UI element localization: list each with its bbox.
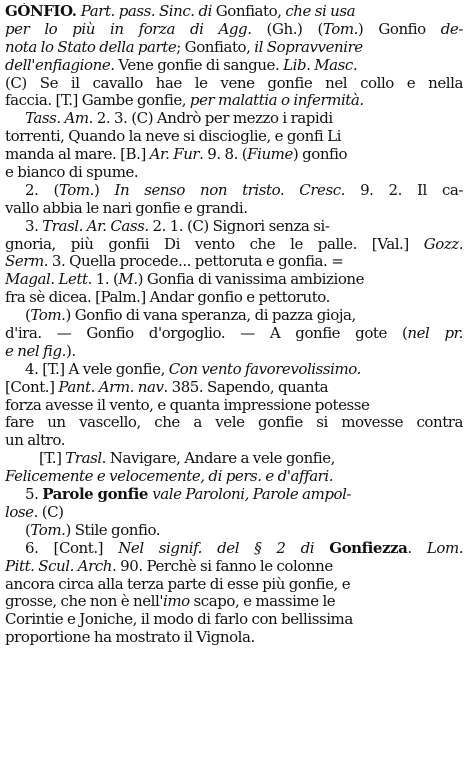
text-line: [5, 486, 463, 504]
italic-text: In senso non tristo. Cresc: [114, 181, 341, 199]
text-segment: . 3. Quella procede... pettoruta e gonfia. =: [43, 253, 344, 271]
text-segment: vallo abbia le nari gonfie e grandi.: [5, 199, 248, 217]
italic-text: Tom.: [30, 307, 66, 325]
italic-text: Lib. Masc.: [283, 56, 358, 74]
italic-text: imo: [163, 593, 190, 611]
italic-text: Tom.: [30, 521, 66, 539]
text-segment: ancora circa alla terza parte di esse più gonfie, e: [5, 575, 351, 593]
text-segment: forza avesse il vento, e quanta impressione potesse: [5, 396, 370, 414]
headword-text: Gonfiezza: [329, 539, 408, 557]
text-line: [5, 504, 463, 522]
text-segment: . 2. 3. (C) Andrò per mezzo i rapidi: [88, 110, 333, 128]
text-segment: . Vene gonfie di sangue.: [110, 56, 284, 74]
text-segment: e bianco di spume.: [5, 164, 139, 182]
text-segment: (Gh.) (: [266, 20, 323, 38]
text-segment: d'ira. — Gonfio d'orgoglio. — A gonfie gote (: [5, 325, 408, 343]
text-segment: scapo, e massime le: [189, 593, 336, 611]
text-segment: ) gonfio: [292, 146, 348, 164]
text-line: [5, 540, 463, 558]
text-segment: . 9. 8. (: [199, 146, 248, 164]
dictionary-entry-gonfio: [5, 3, 463, 647]
text-line: [5, 611, 463, 629]
text-line: [5, 379, 463, 397]
italic-text: nel pr.: [407, 325, 463, 343]
text-line: [5, 57, 463, 75]
italic-text: lose: [5, 503, 34, 521]
text-segment: gnoria, più gonfii Di vento che le palle. [Val.]: [5, 235, 424, 253]
italic-text: Serm: [5, 253, 44, 271]
italic-text: Pitt. Scul. Arch: [5, 557, 113, 575]
text-segment: . (C): [33, 503, 64, 521]
text-segment: un altro.: [5, 432, 66, 450]
text-segment: ) Gonfia di vanissima ambizione: [137, 271, 365, 289]
italic-text: Ar. Fur: [149, 146, 200, 164]
text-line: [5, 110, 463, 128]
italic-text: Paroloni, Parole ampol-: [185, 486, 352, 504]
text-line: [5, 200, 463, 218]
text-segment: (: [25, 521, 31, 539]
text-line: [5, 92, 463, 110]
italic-text: Magal. Lett: [5, 271, 88, 289]
text-line: [5, 218, 463, 236]
italic-text: e nel fig.: [5, 342, 66, 360]
text-line: [5, 576, 463, 594]
text-line: [5, 558, 463, 576]
text-segment: . Navigare, Andare a vele gonfie,: [101, 450, 335, 468]
italic-text: Tom.: [58, 181, 94, 199]
text-segment: .: [407, 539, 427, 557]
italic-text: Tom.: [322, 20, 358, 38]
text-segment: Corintie e Joniche, il modo di farlo con bellissima: [5, 611, 353, 629]
italic-text: Pant. Arm. nav: [58, 378, 164, 396]
text-line: [5, 21, 463, 39]
text-line: [5, 307, 463, 325]
text-line: [5, 164, 463, 182]
text-segment: 3.: [25, 217, 43, 235]
text-segment: ): [93, 181, 115, 199]
italic-text: Lom.: [426, 539, 463, 557]
italic-text: vale: [152, 486, 186, 504]
text-segment: fra sè dicea. [Palm.] Andar gonfio e pettoruto.: [5, 289, 330, 307]
text-line: [5, 325, 463, 343]
italic-text: nota lo Stato della parte: [5, 38, 177, 56]
italic-text: Part. pass. Sinc. di: [80, 3, 216, 20]
text-line: [5, 3, 463, 21]
italic-text: Tass. Am: [25, 110, 89, 128]
text-segment: faccia. [T.] Gambe gonfie,: [5, 92, 190, 110]
text-segment: manda al mare. [B.]: [5, 146, 150, 164]
italic-text: dell'enfiagione: [5, 56, 111, 74]
text-segment: ; Gonfiato,: [176, 38, 255, 56]
text-segment: proportione ha mostrato il Vignola.: [5, 629, 255, 647]
text-line: [5, 361, 463, 379]
italic-text: Trasl. Ar. Cass: [42, 217, 145, 235]
italic-text: de-: [440, 20, 463, 38]
text-segment: . 385. Sapendo, quanta: [163, 378, 329, 396]
text-segment: 4. [T.] A vele gonfie,: [25, 360, 169, 378]
text-line: [5, 593, 463, 611]
italic-text: il Sopravvenire: [254, 38, 363, 56]
text-segment: 5.: [25, 486, 43, 504]
text-segment: Gonfiato,: [215, 3, 286, 20]
text-segment: 2. (: [25, 181, 59, 199]
text-segment: 6. [Cont.]: [25, 539, 119, 557]
text-segment: . 9. 2. Il ca-: [340, 181, 463, 199]
text-segment: . 90. Perchè si fanno le colonne: [112, 557, 333, 575]
text-line: [5, 75, 463, 93]
italic-text: Fiume: [247, 146, 293, 164]
text-line: [5, 397, 463, 415]
italic-text: Nel signif. del § 2 di: [118, 539, 330, 557]
text-line: [5, 450, 463, 468]
italic-text: per malattia o infermità.: [189, 92, 364, 110]
text-line: [5, 271, 463, 289]
text-segment: fare un vascello, che a vele gonfie si movesse contra: [5, 414, 463, 432]
text-line: [5, 629, 463, 647]
text-segment: . 2. 1. (C) Signori senza si-: [144, 217, 330, 235]
text-line: [5, 432, 463, 450]
text-segment: grosse, che non è nell': [5, 593, 163, 611]
text-segment: (C) Se il cavallo hae le vene gonfie nel collo e nella: [5, 74, 463, 92]
italic-text: M.: [118, 271, 138, 289]
text-line: [5, 39, 463, 57]
italic-text: Con vento favorevolissimo.: [168, 360, 361, 378]
text-line: [5, 146, 463, 164]
text-segment: ) Gonfio di vana speranza, di pazza gioja,: [65, 307, 356, 325]
italic-text: Felicemente e velocemente, di pers. e d'affari.: [5, 468, 334, 486]
text-line: [5, 468, 463, 486]
headword-text: GÒNFIO.: [5, 3, 81, 20]
text-line: [5, 182, 463, 200]
text-line: [5, 343, 463, 361]
text-segment: (: [25, 307, 31, 325]
text-segment: torrenti, Quando la neve si discioglie, e gonfi Li: [5, 128, 341, 146]
italic-text: che si usa: [285, 3, 356, 20]
text-segment: [Cont.]: [5, 378, 59, 396]
text-segment: ) Gonfio: [357, 20, 441, 38]
text-line: [5, 128, 463, 146]
text-segment: [T.]: [39, 450, 66, 468]
italic-text: per lo più in forza di Agg.: [5, 20, 267, 38]
headword-text: Parole gonfie: [42, 486, 153, 504]
text-segment: ) Stile gonfio.: [65, 521, 161, 539]
text-line: [5, 253, 463, 271]
italic-text: Trasl: [65, 450, 102, 468]
text-line: [5, 522, 463, 540]
text-line: [5, 414, 463, 432]
text-segment: ).: [65, 342, 76, 360]
italic-text: Gozz.: [423, 235, 463, 253]
text-line: [5, 236, 463, 254]
text-segment: . 1. (: [87, 271, 119, 289]
text-line: [5, 289, 463, 307]
